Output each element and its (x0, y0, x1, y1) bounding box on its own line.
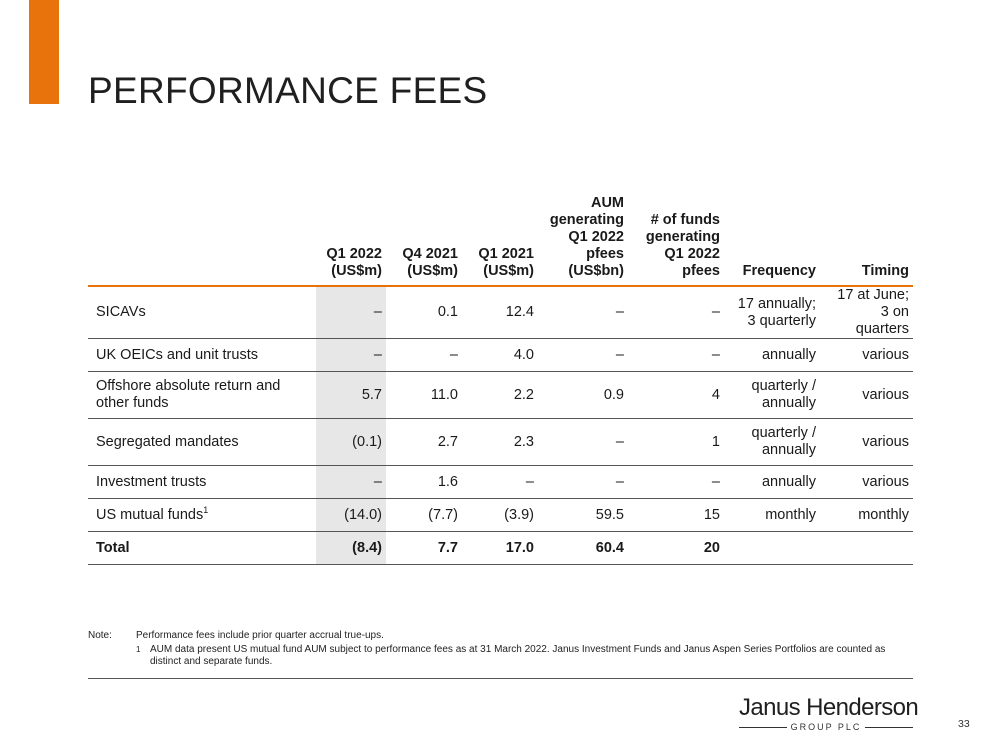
note-general-text: Performance fees include prior quarter accrual true-ups. (136, 630, 384, 641)
footnote-text: AUM data present US mutual fund AUM subject to performance fees as at 31 March 2022. Janus Investment Funds and Janus Aspen Series Portfolios are counted as distinct and separate funds. (150, 644, 886, 667)
cell-q1-2022: (8.4) (316, 532, 386, 565)
row-label: SICAVs (88, 286, 316, 339)
cell-timing: 17 at June; 3 on quarters (820, 286, 913, 339)
row-label: Offshore absolute return and other funds (88, 372, 316, 419)
cell-q1-2022: (0.1) (316, 419, 386, 466)
cell-q1-2022: – (316, 286, 386, 339)
note-footnote (88, 644, 913, 668)
page-title: PERFORMANCE FEES (88, 70, 488, 111)
cell-frequency: annually (724, 466, 820, 499)
cell-q1-2021: (3.9) (462, 499, 538, 532)
row-label: Segregated mandates (88, 419, 316, 466)
cell-q1-2022: 5.7 (316, 372, 386, 419)
cell-funds: – (628, 286, 724, 339)
table-row (88, 466, 913, 499)
cell-q1-2021: 2.2 (462, 372, 538, 419)
cell-frequency: monthly (724, 499, 820, 532)
row-label: US mutual funds$^1$ (88, 499, 316, 532)
cell-q4-2021: 11.0 (386, 372, 462, 419)
logo-subtitle: GROUP PLC (790, 722, 862, 732)
cell-frequency: quarterly / annually (724, 419, 820, 466)
cell-timing: various (820, 372, 913, 419)
notes-section (88, 630, 913, 668)
cell-frequency (724, 532, 820, 565)
page-number: 33 (958, 718, 970, 730)
cell-funds: 4 (628, 372, 724, 419)
cell-frequency: annually (724, 339, 820, 372)
cell-funds: 15 (628, 499, 724, 532)
cell-aum: 0.9 (538, 372, 628, 419)
cell-aum: 59.5 (538, 499, 628, 532)
header-frequency: Frequency (742, 263, 816, 279)
cell-q4-2021: 0.1 (386, 286, 462, 339)
table-row (88, 499, 913, 532)
header-blank (88, 195, 316, 286)
table-row (88, 419, 913, 466)
header-q1-2022: Q1 2022 (US$m) (326, 246, 382, 279)
cell-aum: – (538, 419, 628, 466)
cell-funds: 1 (628, 419, 724, 466)
row-label: Total (88, 532, 316, 565)
logo-name: Janus Henderson (739, 694, 919, 721)
cell-frequency: 17 annually; 3 quarterly (724, 286, 820, 339)
cell-funds: – (628, 466, 724, 499)
cell-aum: – (538, 286, 628, 339)
table-row (88, 286, 913, 339)
row-label: UK OEICs and unit trusts (88, 339, 316, 372)
logo-rule-left (739, 727, 787, 728)
cell-timing: monthly (820, 499, 913, 532)
cell-q1-2021: 2.3 (462, 419, 538, 466)
cell-q4-2021: 2.7 (386, 419, 462, 466)
header-aum: AUM generating Q1 2022 pfees (US$bn) (549, 195, 624, 279)
cell-q1-2021: 12.4 (462, 286, 538, 339)
table-header-row (88, 195, 913, 286)
cell-timing: various (820, 339, 913, 372)
header-funds: # of funds generating Q1 2022 pfees (645, 212, 720, 279)
performance-fees-table (88, 195, 913, 565)
cell-q1-2022: – (316, 339, 386, 372)
header-q4-2021: Q4 2021 (US$m) (402, 246, 458, 279)
cell-funds: 20 (628, 532, 724, 565)
footnote-marker: 1 (136, 645, 141, 654)
cell-q4-2021: 1.6 (386, 466, 462, 499)
total-row (88, 532, 913, 565)
cell-q1-2021: 4.0 (462, 339, 538, 372)
accent-bar (29, 0, 59, 104)
cell-q4-2021: – (386, 339, 462, 372)
logo-rule-right (865, 727, 913, 728)
cell-timing: various (820, 466, 913, 499)
company-logo (739, 694, 919, 732)
table-row (88, 339, 913, 372)
cell-q1-2022: – (316, 466, 386, 499)
footnote-ref: 1 (203, 504, 209, 515)
cell-q4-2021: (7.7) (386, 499, 462, 532)
cell-timing: various (820, 419, 913, 466)
cell-aum: – (538, 339, 628, 372)
note-general (88, 630, 913, 642)
table-row (88, 372, 913, 419)
cell-q1-2021: – (462, 466, 538, 499)
notes-divider (88, 678, 913, 679)
note-label: Note: (88, 630, 112, 641)
cell-aum: – (538, 466, 628, 499)
row-label: Investment trusts (88, 466, 316, 499)
cell-q1-2022: (14.0) (316, 499, 386, 532)
header-timing: Timing (861, 263, 909, 279)
header-q1-2021: Q1 2021 (US$m) (478, 246, 534, 279)
cell-aum: 60.4 (538, 532, 628, 565)
cell-frequency: quarterly / annually (724, 372, 820, 419)
table-body (88, 286, 913, 565)
cell-funds: – (628, 339, 724, 372)
cell-q1-2021: 17.0 (462, 532, 538, 565)
cell-timing (820, 532, 913, 565)
cell-q4-2021: 7.7 (386, 532, 462, 565)
